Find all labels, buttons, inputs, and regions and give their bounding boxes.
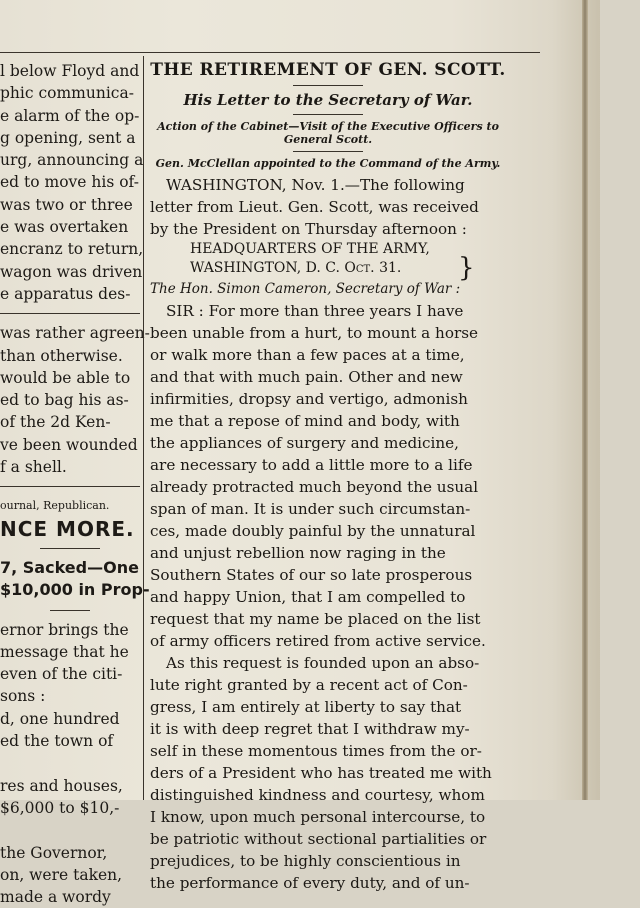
left-text-line: the Governor,: [0, 843, 108, 862]
left-column: [0, 60, 150, 907]
dateline-line: by the President on Thursday afternoon :: [150, 220, 467, 238]
letter-line: the appliances of surgery and medicine,: [150, 434, 459, 452]
dateline-line: WASHINGTON, Nov. 1.—The following: [166, 176, 465, 194]
letter-line: Southern States of our so late prosperous: [150, 566, 473, 584]
left-text-line: ed to move his of-: [0, 173, 139, 192]
left-dateline: ournal, Republican.: [0, 499, 110, 513]
letter-paragraph-1: [150, 300, 506, 652]
column-divider-rule: [0, 313, 140, 314]
letter-line: infirmities, dropsy and vertigo, admonish: [150, 390, 468, 408]
letter-heading: [150, 240, 506, 283]
deck-rule: [293, 151, 363, 152]
short-rule: [40, 548, 100, 549]
left-subhead-line: 7, Sacked—One: [0, 557, 139, 577]
left-text-line: urg, announcing a: [0, 151, 144, 170]
letter-line: of army officers retired from active service.: [150, 632, 486, 650]
brace-mark: }: [458, 253, 475, 283]
left-column-block-b: [0, 322, 150, 478]
letter-line: and that with much pain. Other and new: [150, 368, 463, 386]
left-text-line: of the 2d Ken-: [0, 413, 111, 432]
left-text-line: would be able to: [0, 368, 131, 387]
letter-line: been unable from a hurt, to mount a horse: [150, 324, 478, 342]
letter-paragraph-2: [150, 652, 506, 894]
letter-line: span of man. It is under such circumstan-: [150, 500, 471, 518]
left-text-line: ed the town of: [0, 732, 114, 751]
left-text-line: ernor brings the: [0, 620, 129, 639]
letter-line: or walk more than a few paces at a time,: [150, 346, 465, 364]
column-divider-rule: [0, 486, 140, 487]
left-text-line: wagon was driven: [0, 262, 143, 281]
headline-rule: [293, 85, 363, 86]
left-text-line: [0, 752, 140, 774]
letter-line: self in these momentous times from the or-: [150, 742, 482, 760]
letter-line: the performance of every duty, and of un-: [150, 874, 470, 892]
left-text-line: ed to bag his as-: [0, 391, 129, 410]
left-text-line: [0, 819, 140, 841]
letter-line: and unjust rebellion now raging in the: [150, 544, 446, 562]
binding-edge: [582, 0, 588, 800]
left-text-line: e was overtaken: [0, 218, 129, 237]
left-column-block-a: [0, 60, 144, 305]
left-column-block-c: [0, 619, 140, 908]
left-text-line: e alarm of the op-: [0, 106, 140, 125]
letter-line: ces, made doubly painful by the unnatural: [150, 522, 476, 540]
letter-line: it is with deep regret that I withdraw my-: [150, 720, 470, 738]
left-text-line: made a wordy: [0, 888, 111, 907]
article-dateline: [150, 174, 506, 240]
left-text-line: message that he: [0, 642, 129, 661]
letter-line: already protracted much beyond the usual: [150, 478, 479, 496]
letter-heading-line: WASHINGTON, D. C. Oct. 31.: [190, 260, 402, 276]
left-text-line: res and houses,: [0, 776, 123, 795]
left-text-line: than otherwise.: [0, 346, 123, 365]
left-text-line: g opening, sent a: [0, 128, 136, 147]
left-subhead: [0, 557, 150, 602]
left-text-line: ve been wounded: [0, 435, 138, 454]
letter-line: prejudices, to be highly conscientious in: [150, 852, 461, 870]
letter-line: SIR : For more than three years I have: [166, 302, 464, 320]
left-text-line: on, were taken,: [0, 865, 123, 884]
letter-line: me that a repose of mind and body, with: [150, 412, 460, 430]
left-headline: NCE MORE.: [0, 516, 135, 541]
letter-line: distinguished kindness and courtesy, whom: [150, 786, 485, 804]
letter-line: and happy Union, that I am compelled to: [150, 588, 466, 606]
letter-line: I know, upon much personal intercourse, to: [150, 808, 486, 826]
letter-line: request that my name be placed on the list: [150, 610, 481, 628]
letter-line: ders of a President who has treated me with: [150, 764, 492, 782]
letter-line: lute right granted by a recent act of Con-: [150, 676, 468, 694]
article-subheadline: His Letter to the Secretary of War.: [183, 91, 473, 109]
letter-salutation: The Hon. Simon Cameron, Secretary of War :: [150, 281, 461, 297]
letter-line: gress, I am entirely at liberty to say that: [150, 698, 462, 716]
letter-heading-line: HEADQUARTERS OF THE ARMY,: [190, 241, 430, 257]
left-text-line: encranz to return,: [0, 240, 144, 259]
top-rule: [0, 52, 540, 53]
left-text-line: $6,000 to $10,-: [0, 798, 120, 817]
left-text-line: even of the citi-: [0, 665, 123, 684]
left-text-line: was rather agreen-: [0, 324, 150, 343]
article-headline: THE RETIREMENT OF GEN. SCOTT.: [150, 60, 506, 80]
left-text-line: d, one hundred: [0, 709, 120, 728]
letter-line: are necessary to add a little more to a life: [150, 456, 473, 474]
article-deck-cabinet: Action of the Cabinet—Visit of the Executive Officers to General Scott.: [157, 120, 499, 146]
letter-line: As this request is founded upon an abso-: [166, 654, 480, 672]
left-text-line: l below Floyd and: [0, 62, 140, 80]
column-divider: [143, 56, 144, 800]
article-column: [150, 60, 506, 892]
dateline-line: letter from Lieut. Gen. Scott, was received: [150, 198, 479, 216]
subheadline-rule: [293, 114, 363, 115]
letter-line: be patriotic without sectional partialities or: [150, 830, 487, 848]
left-text-line: e apparatus des-: [0, 284, 131, 303]
short-rule: [50, 610, 90, 611]
left-text-line: f a shell.: [0, 458, 67, 477]
left-text-line: phic communica-: [0, 84, 134, 103]
article-deck-mcclellan: Gen. McClellan appointed to the Command of the Army.: [155, 157, 501, 170]
left-text-line: sons :: [0, 687, 46, 706]
left-text-line: was two or three: [0, 195, 133, 214]
left-subhead-line: $10,000 in Prop-: [0, 580, 150, 600]
